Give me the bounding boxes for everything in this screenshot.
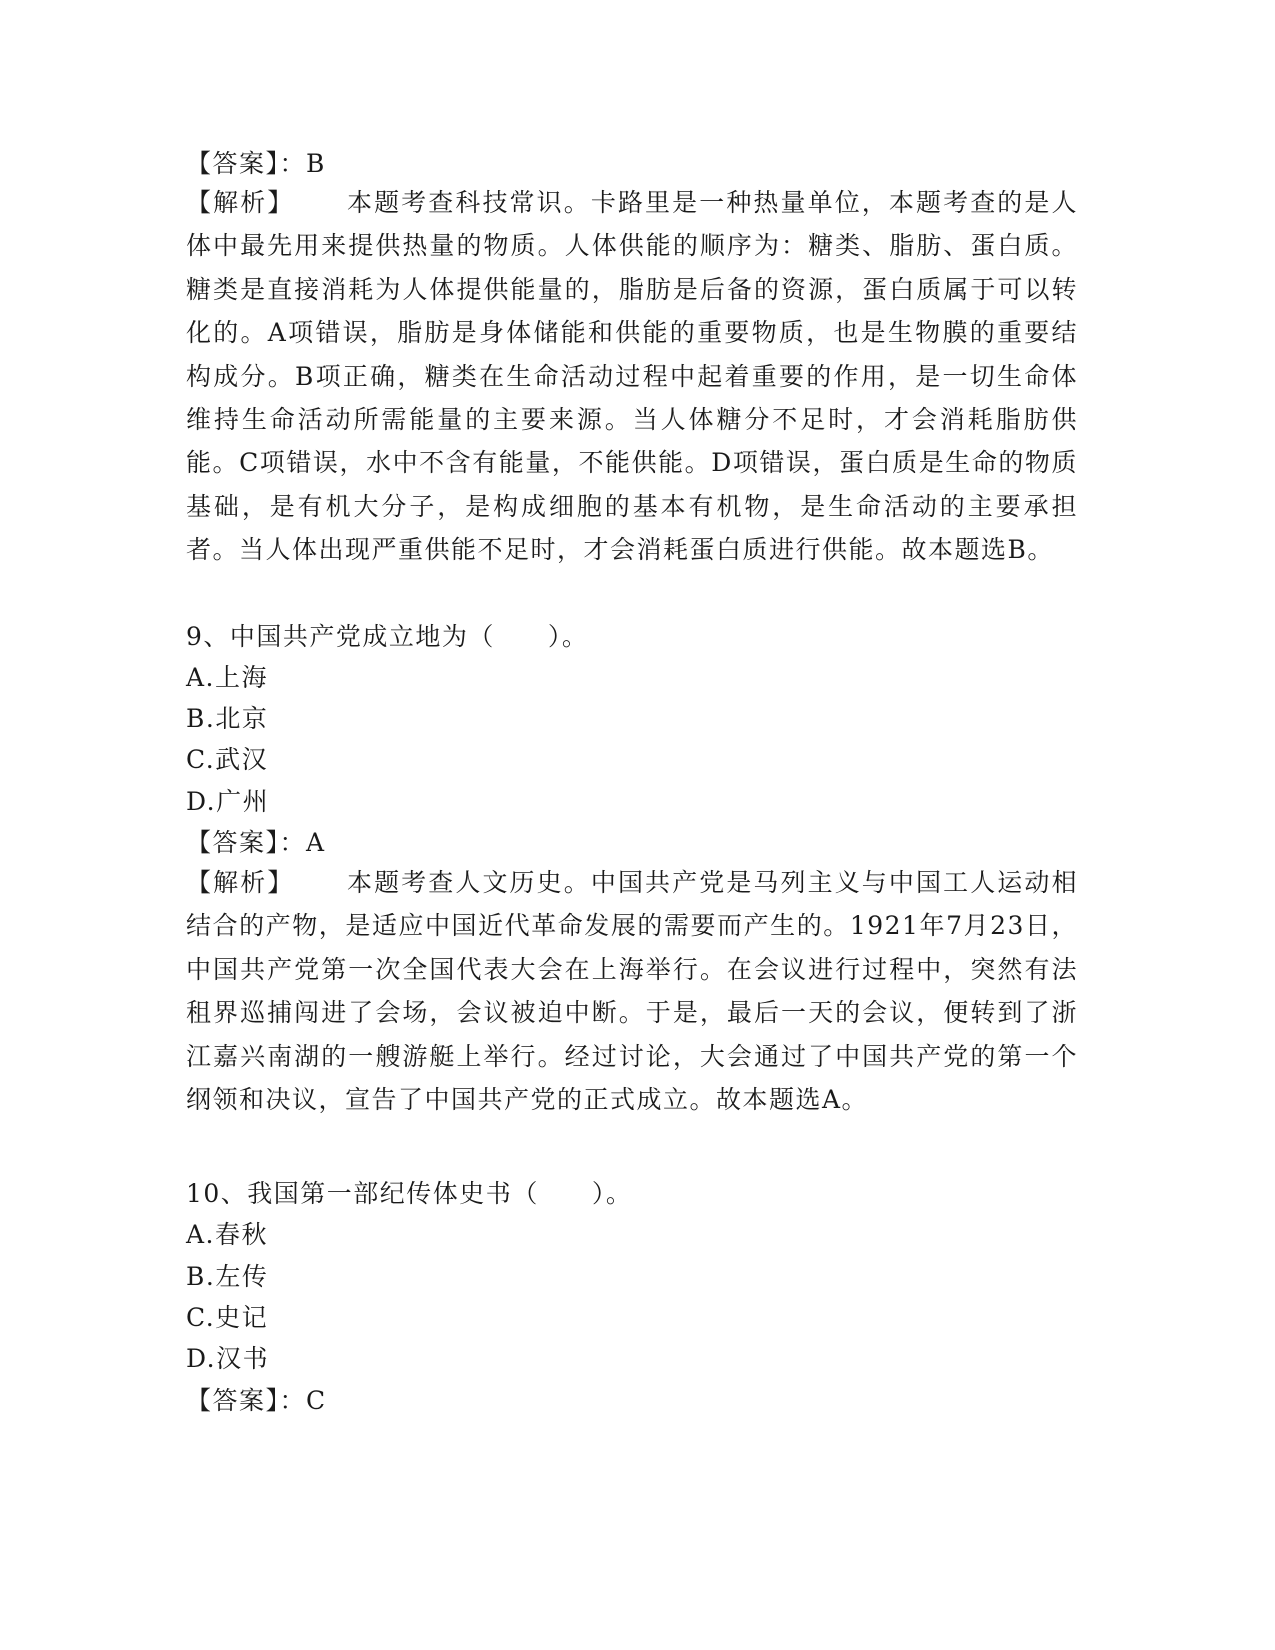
question-stem-q9: 9、中国共产党成立地为（ ）。 xyxy=(186,622,589,651)
answer-line-q8 xyxy=(186,148,326,180)
answer-label: 【答案】 xyxy=(186,1386,280,1415)
answer-separator: ： xyxy=(279,149,307,178)
option-d-q10: D.汉书 xyxy=(186,1344,270,1373)
answer-line-q9 xyxy=(186,827,326,859)
option-b-q10: B.左传 xyxy=(186,1262,269,1291)
option-b-q9: B.北京 xyxy=(186,704,269,733)
answer-label: 【答案】 xyxy=(186,828,280,857)
analysis-paragraph-q9 xyxy=(186,861,1078,1121)
option-d-q9: D.广州 xyxy=(186,787,270,816)
analysis-text: 本题考查人文历史。中国共产党是马列主义与中国工人运动相结合的产物，是适应中国近代革命发展的需要而产生的。1921年7月23日，中国共产党第一次全国代表大会在上海举行。在会议进行过程中，突然有法租界巡捕闯进了会场，会议被迫中断。于是，最后一天的会议，便转到了浙江嘉兴南湖的一艘游艇上举行。经过讨论，大会通过了中国共产党的第一个纲领和决议，宣告了中国共产党的正式成立。故本题选A。 xyxy=(186,868,1078,1115)
answer-separator: ： xyxy=(279,1386,307,1415)
analysis-paragraph-q8 xyxy=(186,181,1078,572)
question-stem-q10: 10、我国第一部纪传体史书（ ）。 xyxy=(186,1179,633,1208)
answer-value: C xyxy=(306,1386,327,1415)
analysis-label: 【解析】 xyxy=(186,868,295,897)
answer-separator: ： xyxy=(279,828,307,857)
answer-value: B xyxy=(306,149,326,178)
analysis-label: 【解析】 xyxy=(186,188,295,217)
answer-label: 【答案】 xyxy=(186,149,280,178)
answer-line-q10 xyxy=(186,1385,327,1417)
option-a-q10: A.春秋 xyxy=(186,1220,269,1249)
answer-value: A xyxy=(306,828,326,857)
option-a-q9: A.上海 xyxy=(186,663,269,692)
option-c-q10: C.史记 xyxy=(186,1303,269,1332)
option-c-q9: C.武汉 xyxy=(186,745,269,774)
analysis-text: 本题考查科技常识。卡路里是一种热量单位，本题考查的是人体中最先用来提供热量的物质。人体供能的顺序为：糖类、脂肪、蛋白质。糖类是直接消耗为人体提供能量的，脂肪是后备的资源，蛋白质属于可以转化的。A项错误，脂肪是身体储能和供能的重要物质，也是生物膜的重要结构成分。B项正确，糖类在生命活动过程中起着重要的作用，是一切生命体维持生命活动所需能量的主要来源。当人体糖分不足时，才会消耗脂肪供能。C项错误，水中不含有能量，不能供能。D项错误，蛋白质是生命的物质基础，是有机大分子，是构成细胞的基本有机物，是生命活动的主要承担者。当人体出现严重供能不足时，才会消耗蛋白质进行供能。故本题选B。 xyxy=(186,188,1078,565)
